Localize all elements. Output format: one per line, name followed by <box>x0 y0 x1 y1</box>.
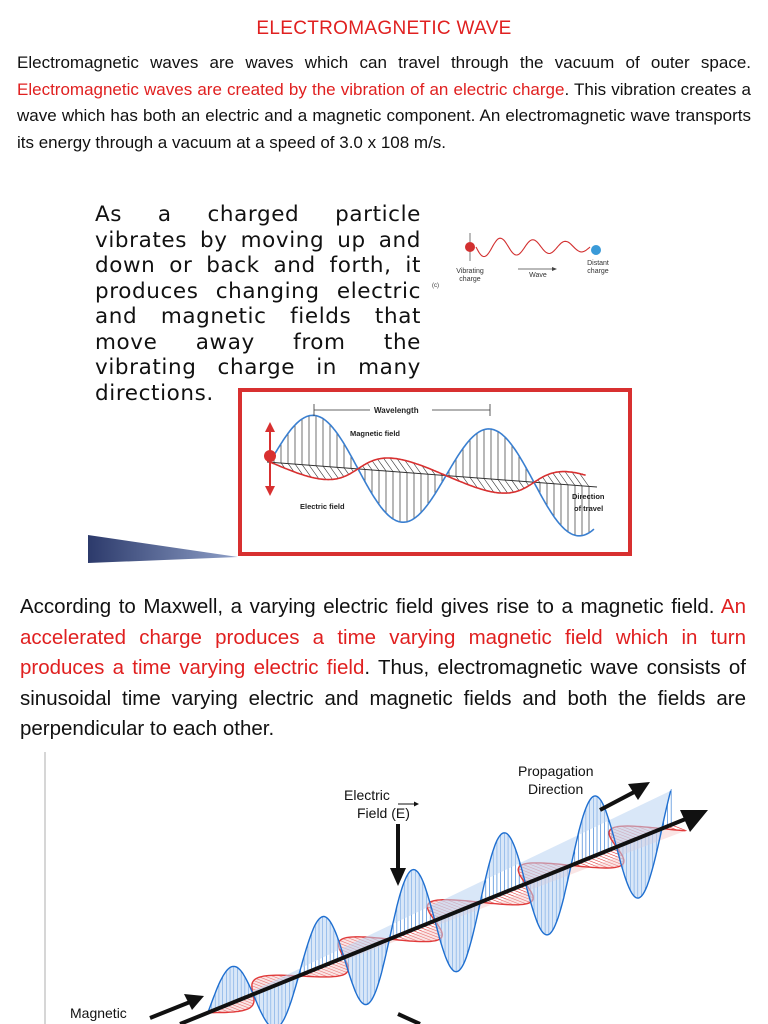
hatch-line <box>519 481 524 488</box>
distant-label-1: Distant <box>587 260 609 267</box>
maxwell-highlight: An accelerated charge produces a time varying magnetic field which in turn produces a time varying electric field <box>20 595 746 679</box>
propagation-axis <box>180 818 688 1024</box>
magnetic-field-arrow <box>150 1002 190 1018</box>
hatch-line <box>512 481 519 491</box>
direction-label-2: of travel <box>574 504 604 513</box>
maxwell-paragraph <box>20 592 746 745</box>
intro-highlight: Electromagnetic waves are created by the vibration of an electric charge <box>17 79 565 99</box>
direction-label-1: Direction <box>572 492 605 501</box>
hatch-line <box>344 468 349 475</box>
wave-arrow-head <box>552 267 557 271</box>
hatch-line <box>337 467 344 477</box>
intro-text-1: Electromagnetic waves are waves which can travel through the vacuum of outer space. <box>17 53 751 72</box>
magnetic-field-label: Magnetic field <box>350 429 401 438</box>
vibrating-label-1: Vibrating <box>456 268 484 275</box>
vibration-description: As a charged particle vibrates by moving up and down or back and forth, it produces changing electric and magnetic fields that move away from the vibrating charge in many directions. <box>95 202 421 406</box>
hatch-line <box>367 463 372 470</box>
secondary-arrow <box>398 1014 420 1024</box>
wave-diagram-box <box>238 388 632 556</box>
electric-label-2: Field (E) <box>357 805 410 821</box>
vibrating-label-2: charge <box>459 276 481 283</box>
hatch-line <box>372 461 379 471</box>
page-title: ELECTROMAGNETIC WAVE <box>256 18 512 39</box>
electric-label-1: Electric <box>344 787 390 803</box>
propagation-label-1: Propagation <box>518 763 594 779</box>
intro-paragraph <box>17 50 751 156</box>
maxwell-text-1: According to Maxwell, a varying electric field gives rise to a magnetic field. <box>20 595 721 618</box>
em-wave-figure <box>0 752 768 1024</box>
vector-bar-head <box>414 802 419 807</box>
wave-diagram <box>242 392 628 552</box>
hatch-line <box>491 479 501 493</box>
panel-label: (c) <box>432 283 439 289</box>
electric-field-hatching <box>274 458 589 493</box>
hatch-line <box>547 475 554 484</box>
distant-charge-dot <box>591 245 601 255</box>
vibrating-charge-figure <box>430 225 620 295</box>
hatch-line <box>553 473 561 484</box>
magnetic-field-hatching <box>274 416 589 536</box>
electric-wave <box>208 791 671 1024</box>
distant-label-2: charge <box>587 268 609 275</box>
small-wave-line <box>476 238 590 256</box>
propagation-label-2: Direction <box>528 781 584 797</box>
magnetic-label-1: Magnetic <box>70 1005 127 1021</box>
propagation-arrow <box>600 790 638 810</box>
slide-decoration <box>88 525 248 563</box>
maxwell-text-2: . Thus, electromagnetic wave consists of sinusoidal time varying electric and magnetic fields and both the fields are perpendicular to each other. <box>20 656 746 740</box>
hatch-line <box>330 467 338 479</box>
intro-text-2: . This vibration creates a wave which has both an electric and a magnetic component. An electromagnetic wave transports its energy through a vacuum at a speed of 3.0 x 108 m/s. <box>17 79 751 152</box>
vibrating-charge-dot <box>465 242 475 252</box>
wave-label: Wave <box>529 272 547 279</box>
hatch-line <box>378 459 386 471</box>
vibration-arrow-down <box>265 486 275 496</box>
charge-particle <box>264 450 276 462</box>
hatch-line <box>505 480 514 492</box>
vibration-arrow-up <box>265 422 275 432</box>
wavelength-label: Wavelength <box>374 406 419 415</box>
propagation-arrow-head <box>628 782 650 800</box>
electric-field-label: Electric field <box>300 502 345 511</box>
